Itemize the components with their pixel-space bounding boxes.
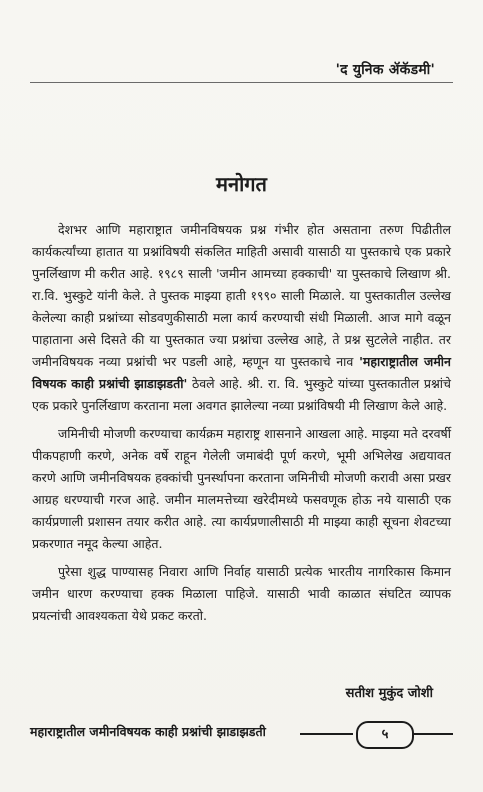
paragraph-2-text: जमिनीची मोजणी करण्याचा कार्यक्रम महाराष्ट्र शासनाने आखला आहे. माझ्या मते दरवर्षी पीकपहाणी करणे, अनेक वर्षे राहून गेलेली जमाबंदी पूर्ण करणे, भूमी अभिलेख अद्ययावत करणे आणि जमीनविषयक हक्कांची पुनर्स्थापना करताना जमिनीची मोजणी करावी असा प्रखर आग्रह धरण्याची गरज आहे. जमीन मालमत्तेच्या खरेदीमध्ये फसवणूक होऊ नये यासाठी एक कार्यप्रणाली प्रशासन तयार करीत आहे. त्या कार्यप्रणालीसाठी मी माझ्या काही सूचना शेवटच्या प्रकरणात नमूद केल्या आहेत. [32,426,451,551]
paragraph-3-text: पुरेसा शुद्ध पाण्यासह निवारा आणि निर्वाह यासाठी प्रत्येक भारतीय नागरिकास किमान जमीन धारण करण्याचा हक्क मिळाला पाहिजे. यासाठी भावी काळात संघटित व्यापक प्रयत्नांची आवश्यकता येथे प्रकट करतो. [32,564,451,623]
footer-rule-right [414,733,453,735]
paragraph-1 [32,219,451,417]
paragraph-1-text-before: देशभर आणि महाराष्ट्रात जमीनविषयक प्रश्न गंभीर होत असताना तरुण पिढीतील कार्यकर्त्यांच्या हातात या प्रश्नांविषयी संकलित माहिती असावी यासाठी या पुस्तकाचे एक प्रकारे पुनर्लिखाण मी करीत आहे. १९८९ साली 'जमीन आमच्या हक्काची' या पुस्तकाचे लिखाण श्री. रा.वि. भुस्कुटे यांनी केले. ते पुस्तक माझ्या हाती १९९० साली मिळाले. या पुस्तकातील उल्लेख केलेल्या काही प्रश्नांच्या सोडवणुकीसाठी मला कार्य करण्याची संधी मिळाली. आज मागे वळून पाहाताना असे दिसते की या पुस्तकात ज्या प्रश्नांचा उल्लेख आहे, ते प्रश्न सुटलेले नाहीत. तर जमीनविषयक नव्या प्रश्नांची भर पडली आहे, म्हणून या पुस्तकाचे नाव [32,222,451,369]
page-footer [30,723,453,747]
footer-rule-left [300,733,353,735]
body-text [32,219,451,633]
paragraph-1-text-after: ठेवले आहे. श्री. रा. वि. भुस्कुटे यांच्या पुस्तकातील प्रश्नांचे एक प्रकारे पुनर्लिखाण करताना मला अवगत झालेल्या नव्या प्रश्नांविषयी मी लिखाण केले आहे. [32,376,451,413]
book-name-bold: 'महाराष्ट्रातील जमीन विषयक काही प्रश्नांची झाडाझडती' [32,354,451,391]
page-number: ५ [356,721,414,749]
paragraph-3 [32,561,451,627]
author-signature: सतीश मुकुंद जोशी [345,686,433,701]
footer-running-title: महाराष्ट्रातील जमीनविषयक काही प्रश्नांची झाडाझडती [30,724,266,739]
running-header: 'द युनिक ॲकॅडमी' [335,62,435,78]
header-rule [30,82,453,83]
page-title: मनोगत [216,172,267,196]
paragraph-2 [32,423,451,555]
